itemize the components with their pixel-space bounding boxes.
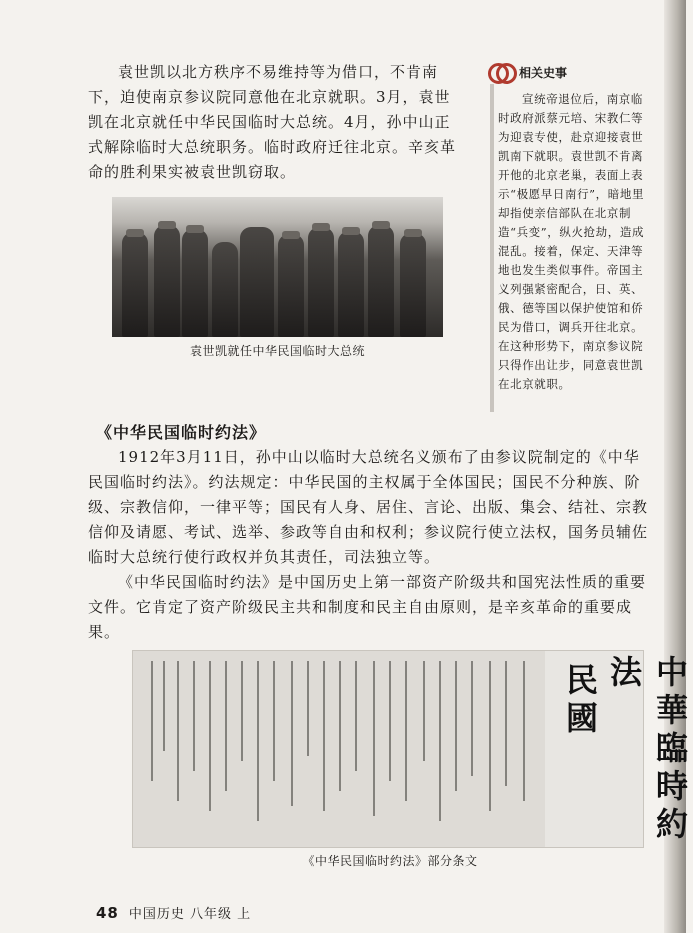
- document-scan-image: [132, 650, 689, 848]
- paragraph-provisional-constitution: 1912年3月11日，孙中山以临时大总统名义颁布了由参议院制定的《中华民国临时约法》。约法规定：中华民国的主权属于全体国民；国民不分种族、阶级、宗教信仰，一律平等；国民有人身、居住、言论、出版、集会、结社、宗教信仰及请愿、考试、选举、参政等自由和权利；参议院行使立法权，国务员辅佐临时大总统行使行政权并负其责任，司法独立等。: [88, 448, 649, 566]
- doc-title-main: 中華臨時約法: [605, 655, 689, 845]
- rings-icon: [488, 62, 514, 82]
- page-number: 48: [96, 904, 119, 922]
- sidebar-header: [488, 62, 567, 82]
- page-footer: [96, 903, 251, 922]
- sidebar-related-history: [488, 62, 666, 412]
- section-title: 《中华民国临时约法》: [96, 423, 267, 442]
- sidebar-divider: [490, 84, 494, 412]
- photo-yuan-inauguration: [112, 197, 443, 337]
- doc-title-side: 民國: [561, 663, 599, 739]
- document-caption: 《中华民国临时约法》部分条文: [302, 854, 478, 868]
- photo-caption: 袁世凯就任中华民国临时大总统: [189, 344, 365, 358]
- sidebar-title: 相关史事: [519, 65, 568, 80]
- paragraph-yuan-takeover: 袁世凯以北方秩序不易维持等为借口，不肯南下，迫使南京参议院同意他在北京就职。3月，袁世凯在北京就任中华民国临时大总统。4月，孙中山正式解除临时大总统职务。临时政府迁往北京。辛亥革命的胜利果实被袁世凯窃取。: [88, 63, 457, 181]
- book-title: 中国历史 八年级 上: [128, 907, 252, 922]
- sidebar-text: 宣统帝退位后，南京临时政府派蔡元培、宋教仁等为迎袁专使，赴京迎接袁世凯南下就职。袁世凯不肯离开他的北京老巢，表面上表示“极愿早日南行”，暗地里却指使亲信部队在北京制造“兵变”，纵火抢劫，造成混乱。接着，保定、天津等地也发生类似事件。帝国主义列强紧密配合，日、英、俄、德等国以保护使馆和侨民为借口，调兵开往北京。在这种形势下，南京参议院只得作出让步，同意袁世凯在北京就职。: [498, 92, 645, 391]
- paragraph-significance: 《中华民国临时约法》是中国历史上第一部资产阶级共和国宪法性质的重要文件。它肯定了资产阶级民主共和制度和民主自由原则，是辛亥革命的重要成果。: [88, 573, 647, 641]
